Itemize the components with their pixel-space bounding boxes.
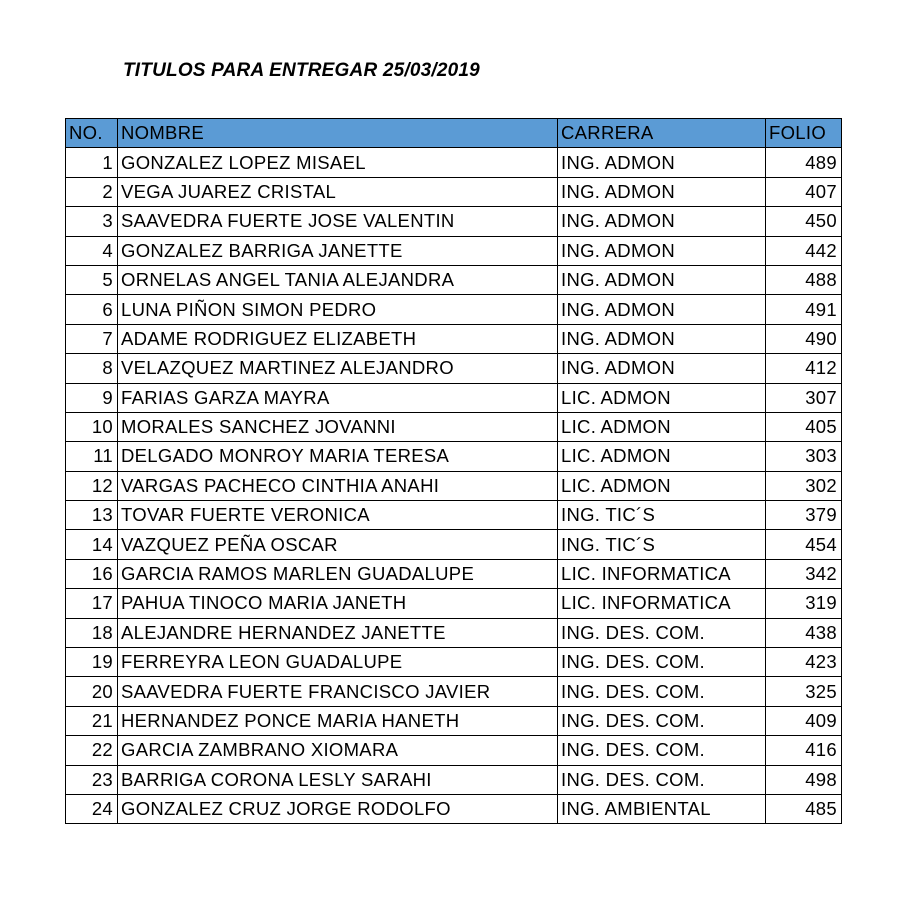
cell-name: DELGADO MONROY MARIA TERESA (118, 442, 558, 471)
cell-name: SAAVEDRA FUERTE FRANCISCO JAVIER (118, 677, 558, 706)
cell-no: 2 (66, 177, 118, 206)
cell-career: LIC. ADMON (558, 471, 766, 500)
table-row (66, 794, 842, 823)
cell-name: SAAVEDRA FUERTE JOSE VALENTIN (118, 207, 558, 236)
table-row (66, 677, 842, 706)
table-row (66, 736, 842, 765)
cell-career: LIC. ADMON (558, 383, 766, 412)
cell-career: LIC. ADMON (558, 442, 766, 471)
cell-name: ADAME RODRIGUEZ ELIZABETH (118, 324, 558, 353)
cell-name: VELAZQUEZ MARTINEZ ALEJANDRO (118, 354, 558, 383)
cell-name: HERNANDEZ PONCE MARIA HANETH (118, 706, 558, 735)
cell-name: FERREYRA LEON GUADALUPE (118, 648, 558, 677)
table-row (66, 765, 842, 794)
cell-no: 5 (66, 265, 118, 294)
cell-name: VEGA JUAREZ CRISTAL (118, 177, 558, 206)
cell-folio: 489 (766, 148, 842, 177)
cell-career: ING. ADMON (558, 236, 766, 265)
table-row (66, 295, 842, 324)
cell-folio: 423 (766, 648, 842, 677)
table-body (66, 148, 842, 824)
cell-folio: 438 (766, 618, 842, 647)
cell-career: LIC. INFORMATICA (558, 559, 766, 588)
cell-folio: 442 (766, 236, 842, 265)
table-row (66, 412, 842, 441)
cell-folio: 416 (766, 736, 842, 765)
table-row (66, 706, 842, 735)
cell-no: 16 (66, 559, 118, 588)
cell-career: ING. AMBIENTAL (558, 794, 766, 823)
cell-name: GONZALEZ BARRIGA JANETTE (118, 236, 558, 265)
cell-career: ING. DES. COM. (558, 765, 766, 794)
cell-no: 18 (66, 618, 118, 647)
document-title: TITULOS PARA ENTREGAR 25/03/2019 (123, 60, 480, 81)
header-no: NO. (66, 119, 118, 148)
cell-name: FARIAS GARZA MAYRA (118, 383, 558, 412)
titles-table (65, 118, 842, 824)
cell-career: ING. DES. COM. (558, 736, 766, 765)
table-row (66, 501, 842, 530)
table-row (66, 383, 842, 412)
cell-no: 4 (66, 236, 118, 265)
table-row (66, 236, 842, 265)
cell-career: ING. DES. COM. (558, 706, 766, 735)
cell-folio: 342 (766, 559, 842, 588)
table-row (66, 648, 842, 677)
cell-folio: 307 (766, 383, 842, 412)
cell-no: 17 (66, 589, 118, 618)
cell-career: ING. ADMON (558, 354, 766, 383)
cell-name: PAHUA TINOCO MARIA JANETH (118, 589, 558, 618)
cell-folio: 450 (766, 207, 842, 236)
cell-folio: 490 (766, 324, 842, 353)
table-row (66, 324, 842, 353)
cell-folio: 409 (766, 706, 842, 735)
cell-name: VARGAS PACHECO CINTHIA ANAHI (118, 471, 558, 500)
cell-folio: 319 (766, 589, 842, 618)
table-row (66, 442, 842, 471)
cell-career: ING. DES. COM. (558, 648, 766, 677)
cell-folio: 302 (766, 471, 842, 500)
header-name: NOMBRE (118, 119, 558, 148)
table-row (66, 530, 842, 559)
cell-career: ING. TIC´S (558, 501, 766, 530)
table-row (66, 265, 842, 294)
cell-career: ING. DES. COM. (558, 677, 766, 706)
cell-no: 12 (66, 471, 118, 500)
cell-name: TOVAR FUERTE VERONICA (118, 501, 558, 530)
table-row (66, 589, 842, 618)
cell-name: ALEJANDRE HERNANDEZ JANETTE (118, 618, 558, 647)
table-row (66, 148, 842, 177)
cell-no: 24 (66, 794, 118, 823)
cell-career: ING. TIC´S (558, 530, 766, 559)
table-row (66, 618, 842, 647)
cell-career: ING. ADMON (558, 324, 766, 353)
cell-folio: 303 (766, 442, 842, 471)
cell-career: ING. ADMON (558, 265, 766, 294)
cell-no: 11 (66, 442, 118, 471)
cell-no: 20 (66, 677, 118, 706)
cell-no: 10 (66, 412, 118, 441)
cell-name: VAZQUEZ PEÑA OSCAR (118, 530, 558, 559)
header-folio: FOLIO (766, 119, 842, 148)
cell-no: 3 (66, 207, 118, 236)
cell-no: 22 (66, 736, 118, 765)
cell-folio: 485 (766, 794, 842, 823)
table-row (66, 354, 842, 383)
cell-name: GONZALEZ CRUZ JORGE RODOLFO (118, 794, 558, 823)
cell-no: 14 (66, 530, 118, 559)
cell-career: ING. ADMON (558, 177, 766, 206)
cell-folio: 379 (766, 501, 842, 530)
cell-name: MORALES SANCHEZ JOVANNI (118, 412, 558, 441)
cell-name: BARRIGA CORONA LESLY SARAHI (118, 765, 558, 794)
cell-no: 8 (66, 354, 118, 383)
cell-career: LIC. INFORMATICA (558, 589, 766, 618)
cell-no: 21 (66, 706, 118, 735)
table-row (66, 207, 842, 236)
cell-career: LIC. ADMON (558, 412, 766, 441)
cell-career: ING. ADMON (558, 148, 766, 177)
cell-name: ORNELAS ANGEL TANIA ALEJANDRA (118, 265, 558, 294)
cell-career: ING. DES. COM. (558, 618, 766, 647)
cell-career: ING. ADMON (558, 207, 766, 236)
cell-name: GARCIA RAMOS MARLEN GUADALUPE (118, 559, 558, 588)
cell-folio: 325 (766, 677, 842, 706)
cell-no: 19 (66, 648, 118, 677)
cell-no: 6 (66, 295, 118, 324)
table-row (66, 559, 842, 588)
cell-no: 23 (66, 765, 118, 794)
cell-name: LUNA PIÑON SIMON PEDRO (118, 295, 558, 324)
cell-no: 7 (66, 324, 118, 353)
table-row (66, 177, 842, 206)
table-row (66, 471, 842, 500)
cell-name: GONZALEZ LOPEZ MISAEL (118, 148, 558, 177)
table-header-row (66, 119, 842, 148)
cell-folio: 488 (766, 265, 842, 294)
header-career: CARRERA (558, 119, 766, 148)
cell-folio: 407 (766, 177, 842, 206)
cell-no: 13 (66, 501, 118, 530)
cell-folio: 405 (766, 412, 842, 441)
cell-no: 9 (66, 383, 118, 412)
cell-name: GARCIA ZAMBRANO XIOMARA (118, 736, 558, 765)
cell-folio: 412 (766, 354, 842, 383)
cell-career: ING. ADMON (558, 295, 766, 324)
cell-folio: 454 (766, 530, 842, 559)
cell-folio: 491 (766, 295, 842, 324)
cell-folio: 498 (766, 765, 842, 794)
cell-no: 1 (66, 148, 118, 177)
